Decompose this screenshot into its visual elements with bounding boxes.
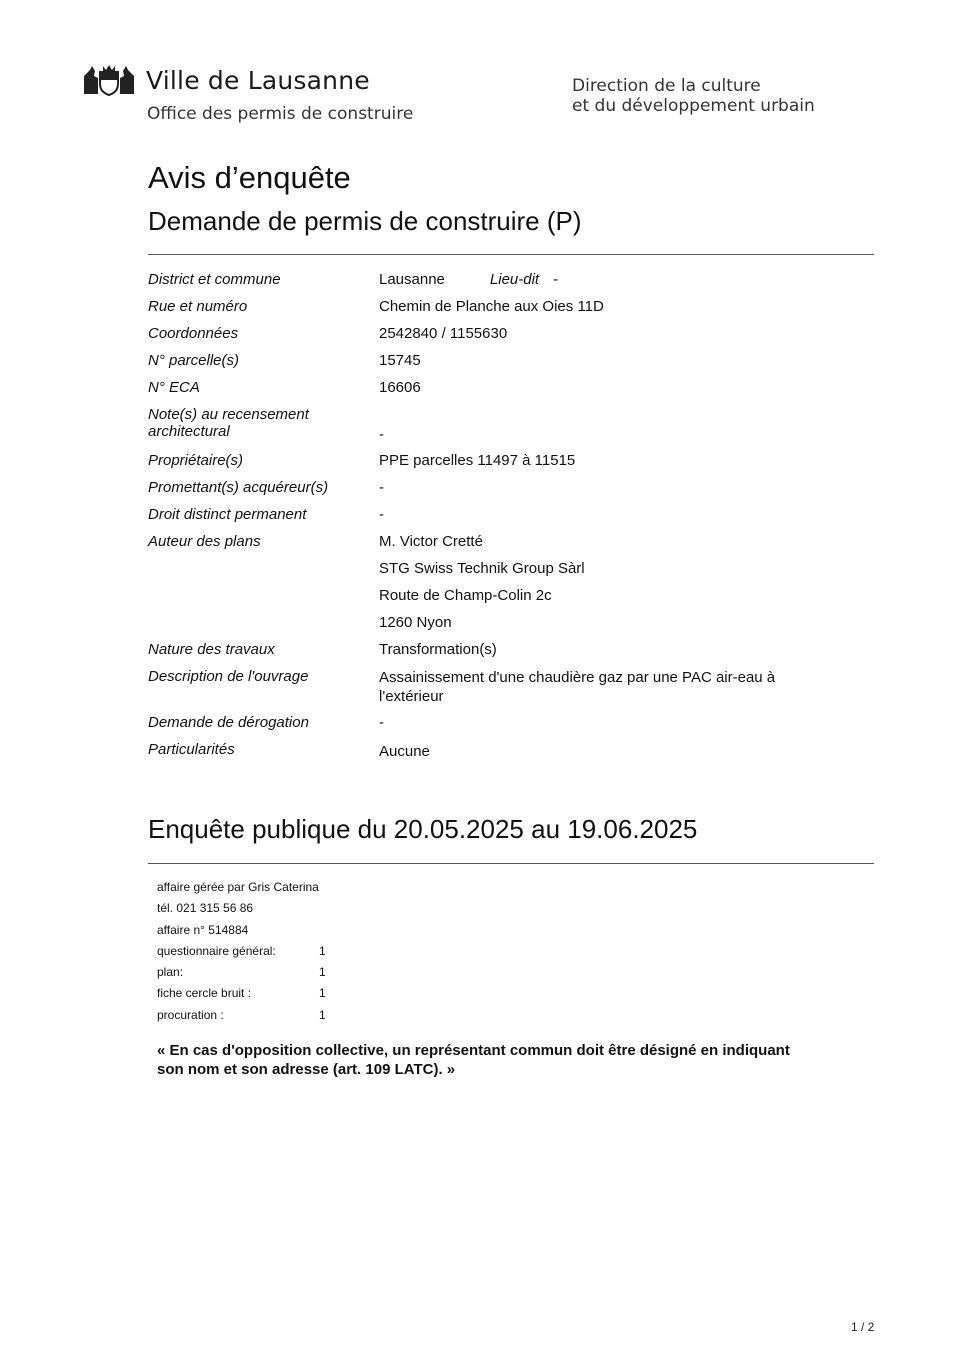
field-auteur: [148, 533, 874, 560]
field-proprietaire: [148, 452, 874, 479]
field-value: Aucune: [379, 743, 430, 760]
document-title: Avis d’enquête: [148, 160, 351, 195]
lieu-dit-value: -: [553, 271, 559, 288]
field-promettant: [148, 479, 874, 506]
field-label: Coordonnées: [148, 325, 239, 342]
attachment-row: plan: 1: [157, 965, 326, 980]
field-droit-distinct: [148, 506, 874, 533]
permit-details: [148, 271, 874, 768]
field-description: [148, 668, 874, 714]
field-coordonnees: [148, 325, 874, 352]
field-value: Lausanne: [379, 271, 445, 288]
field-value: 16606: [379, 379, 421, 396]
org-subtitle: Office des permis de construire: [147, 104, 414, 124]
lausanne-crest-icon: [80, 64, 138, 96]
department-line-2: et du développement urbain: [572, 96, 815, 116]
divider: [148, 863, 874, 864]
lieu-dit-label: Lieu-dit: [489, 271, 540, 288]
field-label: N° parcelle(s): [148, 352, 240, 369]
field-value: -: [379, 714, 384, 731]
field-parcelle: [148, 352, 874, 379]
attachment-row: fiche cercle bruit : 1: [157, 986, 326, 1001]
field-label: Propriétaire(s): [148, 452, 244, 469]
enquete-heading: Enquête publique du 20.05.2025 au 19.06.2025: [148, 814, 698, 844]
field-value: 1260 Nyon: [379, 614, 452, 631]
department: [572, 76, 815, 116]
field-auteur-line: [148, 560, 874, 587]
field-value: -: [379, 506, 384, 523]
case-phone: tél. 021 315 56 86: [157, 901, 254, 916]
field-label: Auteur des plans: [148, 533, 261, 550]
field-value: Route de Champ-Colin 2c: [379, 587, 552, 604]
logo: [80, 62, 370, 100]
case-number: affaire n° 514884: [157, 922, 249, 937]
field-label: Description de l'ouvrage: [148, 668, 309, 685]
field-nature: [148, 641, 874, 668]
department-line-1: Direction de la culture: [572, 76, 761, 96]
field-value: M. Victor Cretté: [379, 533, 483, 550]
case-info: [157, 877, 326, 1026]
field-auteur-line: [148, 614, 874, 641]
field-value: Chemin de Planche aux Oies 11D: [379, 298, 604, 315]
field-rue: [148, 298, 874, 325]
field-eca: [148, 379, 874, 406]
field-value: 2542840 / 1155630: [379, 325, 508, 342]
field-value: 15745: [379, 352, 421, 369]
field-derogation: [148, 714, 874, 741]
attachment-row: procuration : 1: [157, 1007, 326, 1022]
org-name: Ville de Lausanne: [146, 66, 370, 95]
case-manager: affaire gérée par Gris Caterina: [157, 880, 319, 894]
divider: [148, 254, 874, 255]
field-label: Particularités: [148, 741, 235, 758]
field-value: -: [379, 426, 384, 443]
opposition-notice: « En cas d'opposition collective, un représentant commun doit être désigné en indiquant son nom et son adresse (art. 109 LATC). »: [157, 1042, 790, 1078]
attachment-row: questionnaire général: 1: [157, 943, 326, 958]
field-value: -: [379, 479, 384, 496]
field-value: PPE parcelles 11497 à 11515: [379, 452, 576, 469]
field-label: Promettant(s) acquéreur(s): [148, 479, 329, 496]
field-label: N° ECA: [148, 379, 200, 396]
field-value: STG Swiss Technik Group Sàrl: [379, 560, 585, 577]
field-value: Assainissement d'une chaudière gaz par une PAC air-eau à l'extérieur: [379, 669, 776, 705]
field-district: [148, 271, 874, 298]
field-particularites: [148, 741, 874, 768]
field-label: Droit distinct permanent: [148, 506, 307, 523]
field-label: Rue et numéro: [148, 298, 248, 315]
field-value: Transformation(s): [379, 641, 497, 658]
page-number: 1 / 2: [851, 1320, 875, 1334]
field-label: Demande de dérogation: [148, 714, 309, 731]
field-label: Nature des travaux: [148, 641, 275, 658]
field-note-recensement: [148, 406, 874, 452]
field-auteur-line: [148, 587, 874, 614]
page-header: [80, 62, 900, 132]
document-subtitle: Demande de permis de construire (P): [148, 206, 582, 236]
field-label: District et commune: [148, 271, 281, 288]
field-label: Note(s) au recensement architectural: [148, 406, 309, 440]
